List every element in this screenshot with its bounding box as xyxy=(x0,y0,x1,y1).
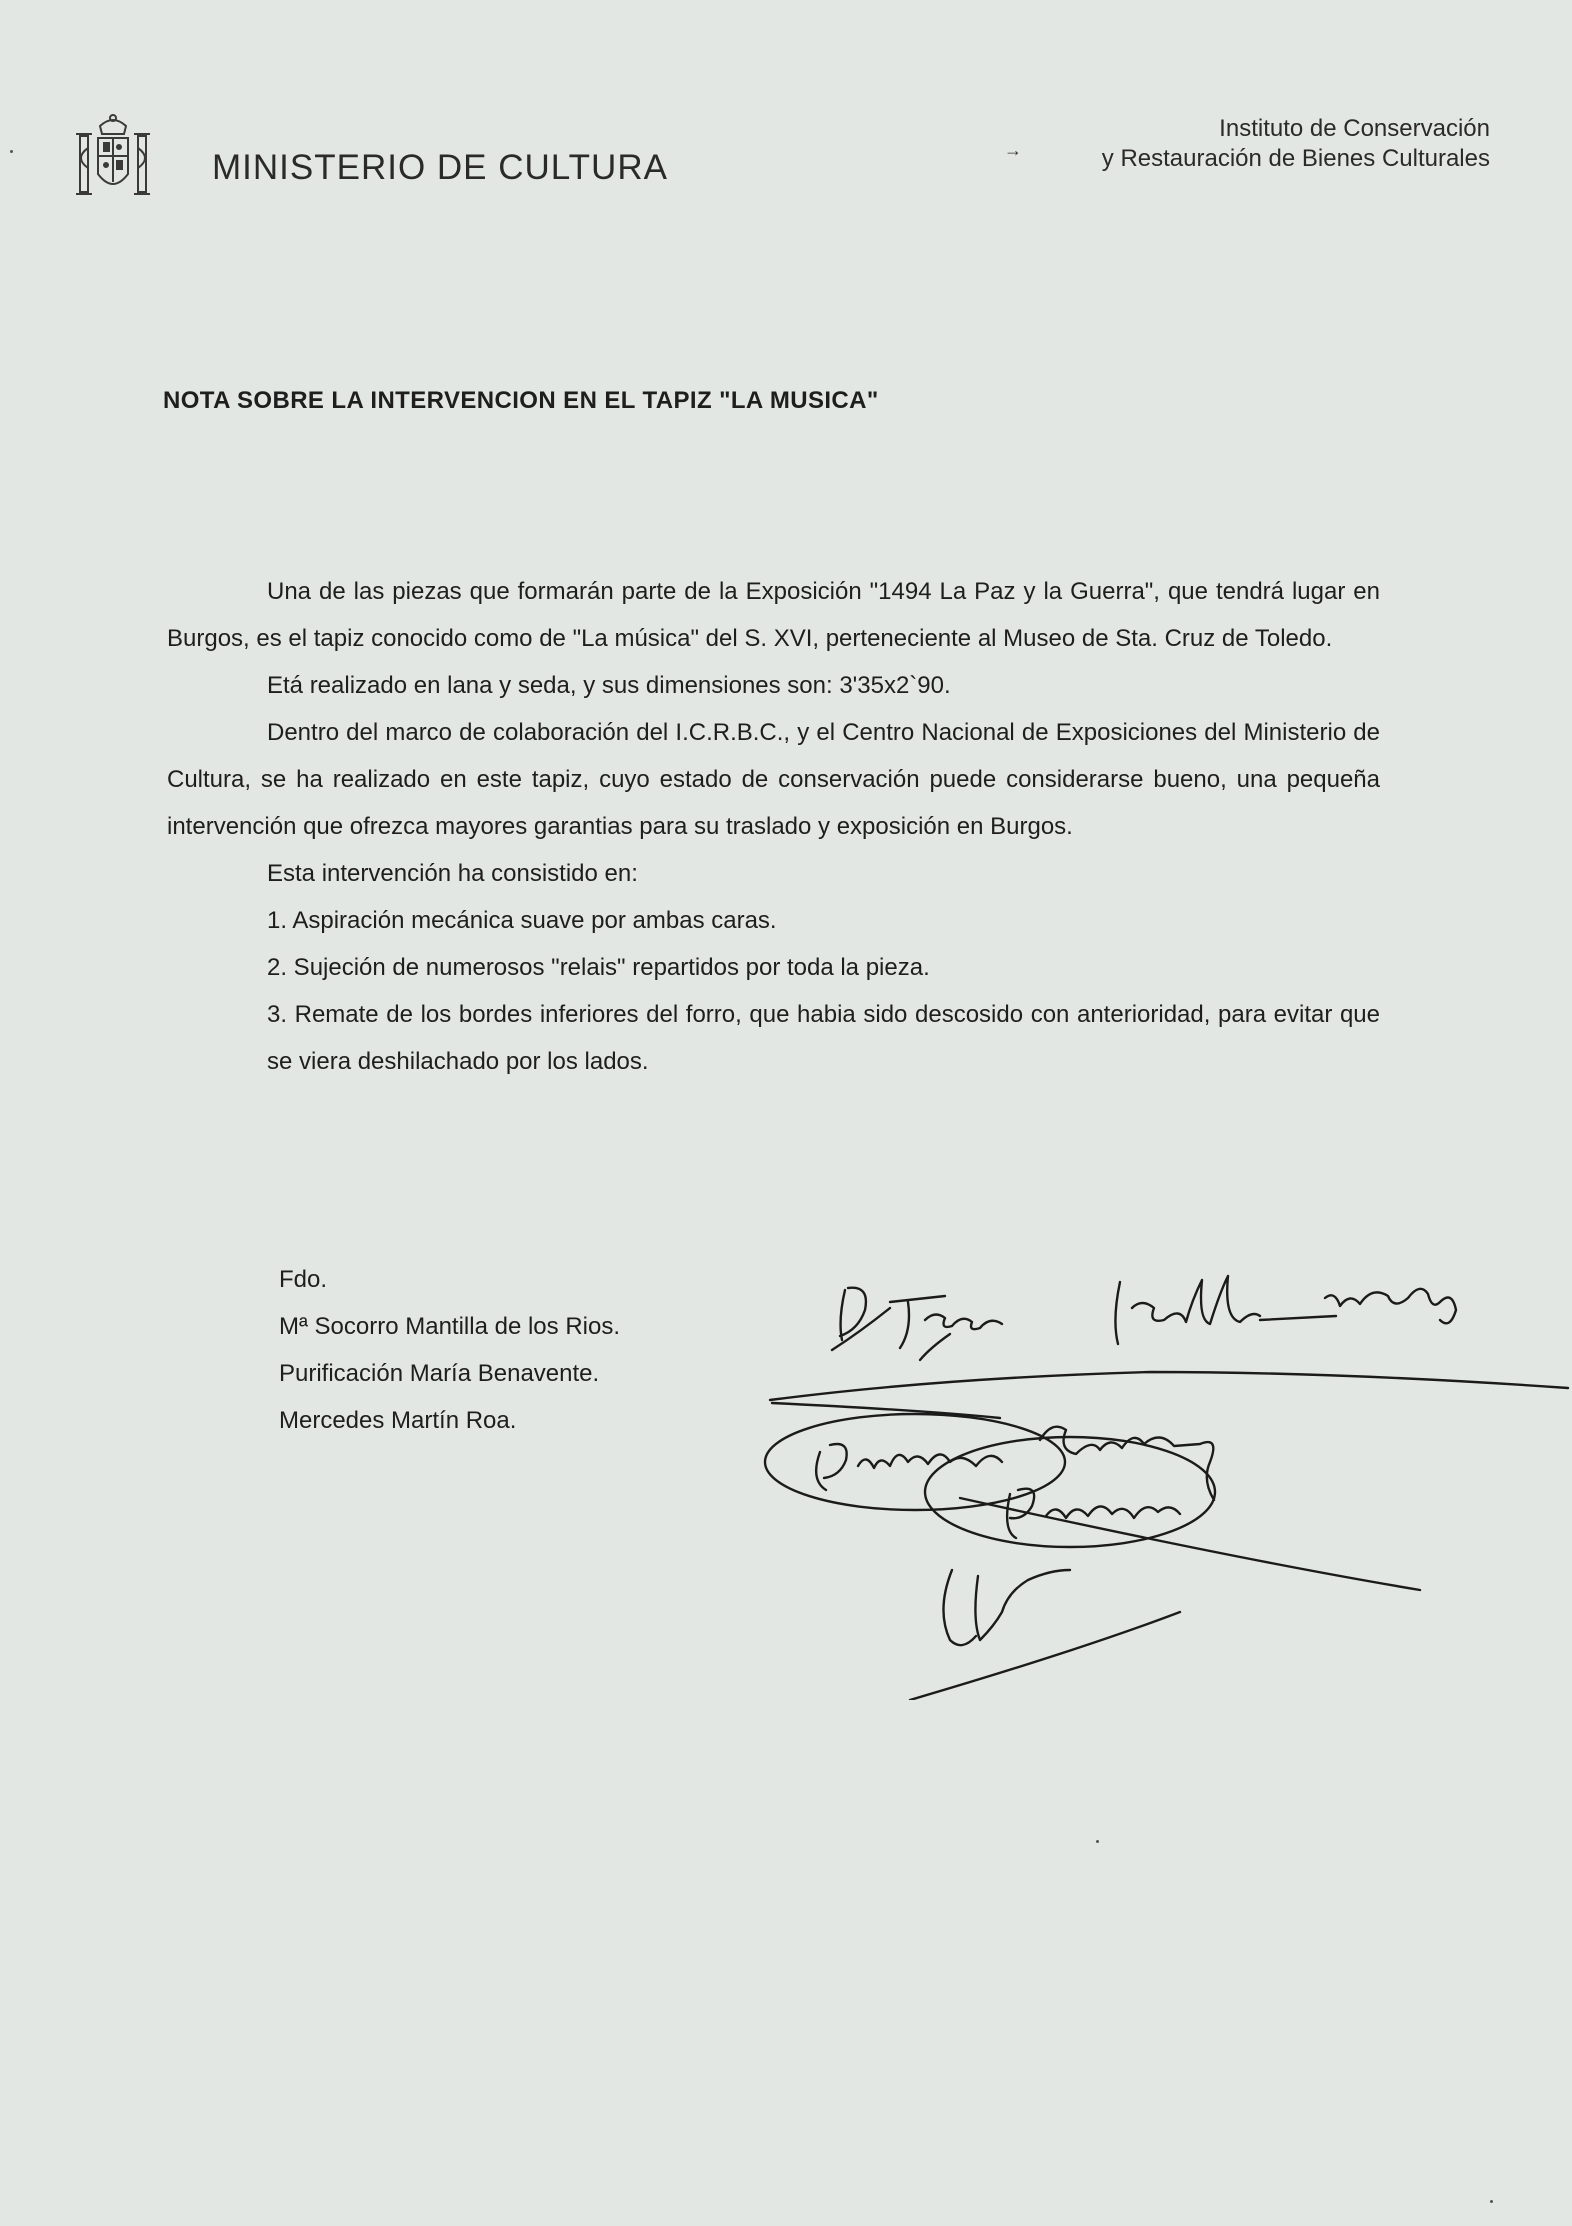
stray-mark: → xyxy=(1004,140,1022,160)
list-item: 2. Sujeción de numerosos "relais" repartidos por toda la pieza. xyxy=(267,954,930,981)
institute-line-1: Instituto de Conservación xyxy=(1219,115,1490,142)
signed-label: Fdo. xyxy=(279,1266,328,1293)
document-title: NOTA SOBRE LA INTERVENCION EN EL TAPIZ "LA MUSICA" xyxy=(163,387,879,414)
signer-name: Mercedes Martín Roa. xyxy=(279,1407,517,1434)
paragraph-2: Etá realizado en lana y seda, y sus dimensiones son: 3'35x2`90. xyxy=(267,672,951,699)
signer-name: Purificación María Benavente. xyxy=(279,1360,600,1387)
speck xyxy=(1096,1840,1099,1843)
signer-name: Mª Socorro Mantilla de los Rios. xyxy=(279,1313,621,1340)
speck xyxy=(1490,2200,1493,2203)
institute-name xyxy=(1102,114,1490,174)
speck xyxy=(10,150,13,153)
document-body xyxy=(167,568,1380,1085)
institute-line-2: y Restauración de Bienes Culturales xyxy=(1101,145,1490,172)
ministry-name: MINISTERIO DE CULTURA xyxy=(212,148,668,187)
paragraph-4: Esta intervención ha consistido en: xyxy=(267,860,638,887)
list-item: 3. Remate de los bordes inferiores del forro, que habia sido descosido con anterioridad, para evitar que se viera deshilachado por los lados. xyxy=(267,1001,1380,1075)
handwritten-signatures xyxy=(740,1240,1570,1700)
paragraph-1: Una de las piezas que formarán parte de la Exposición "1494 La Paz y la Guerra", que tendrá lugar en Burgos, es el tapiz conocido como de "La música" del S. XVI, perteneciente al Museo de Sta. Cruz de Toledo. xyxy=(167,578,1380,652)
coat-of-arms-icon xyxy=(70,112,156,208)
paragraph-3: Dentro del marco de colaboración del I.C.R.B.C., y el Centro Nacional de Exposiciones del Ministerio de Cultura, se ha realizado en este tapiz, cuyo estado de conservación puede considerarse bueno, una pequeña intervención que ofrezca mayores garantias para su traslado y exposición en Burgos. xyxy=(167,719,1380,840)
list-item: 1. Aspiración mecánica suave por ambas caras. xyxy=(267,907,777,934)
signers-block xyxy=(279,1256,620,1444)
